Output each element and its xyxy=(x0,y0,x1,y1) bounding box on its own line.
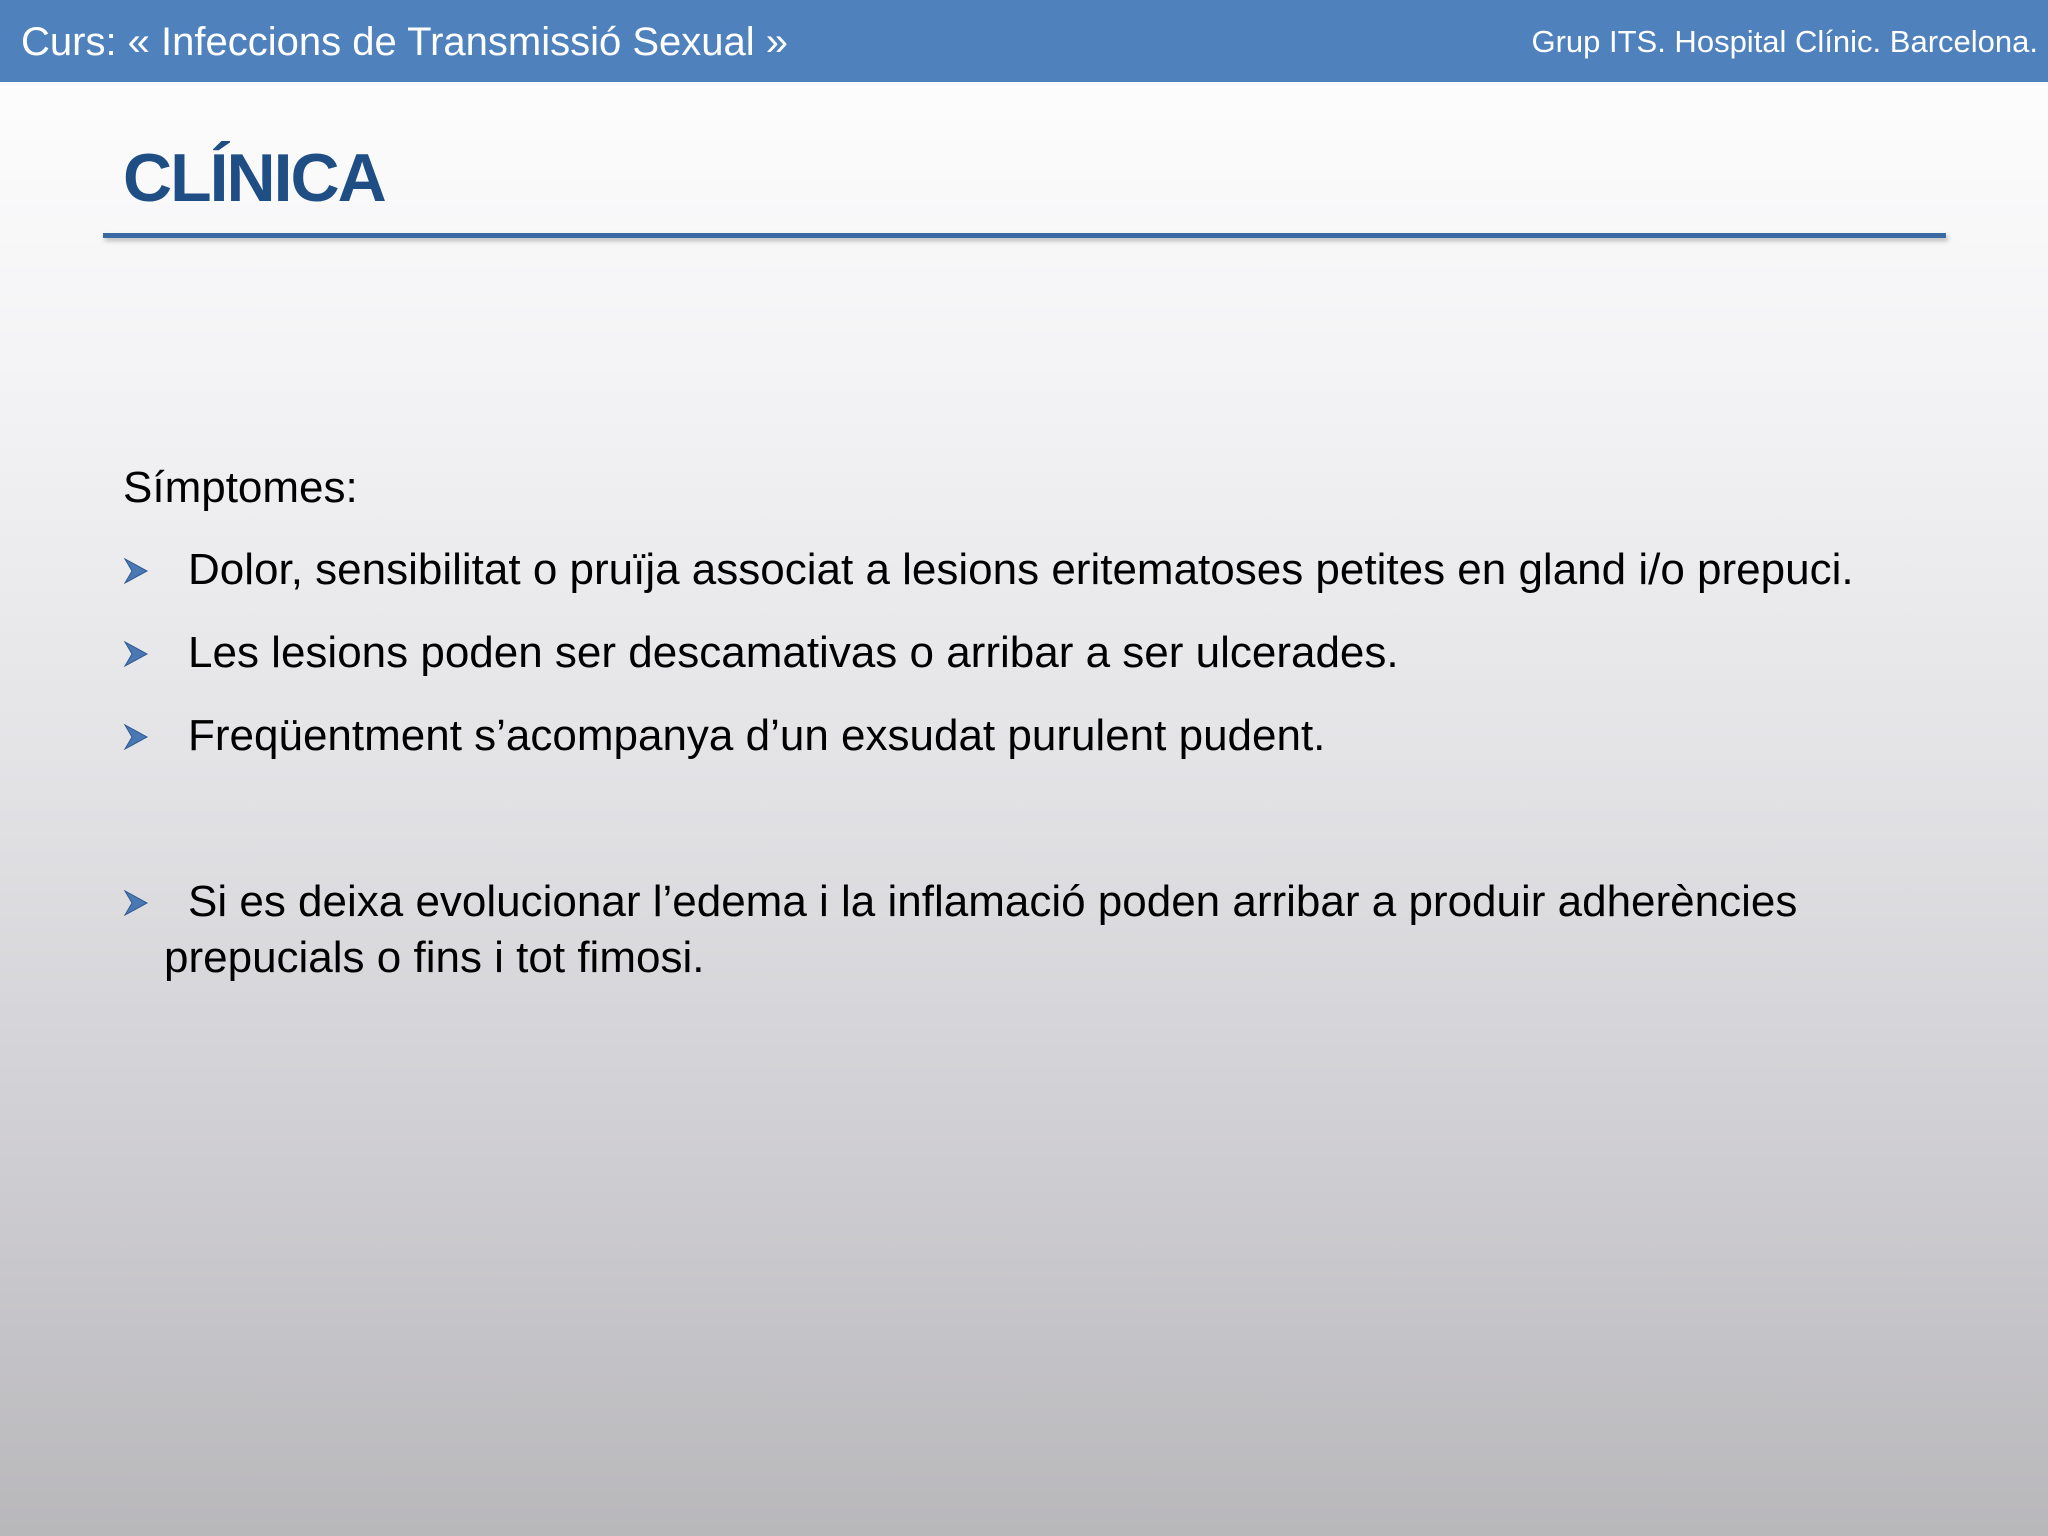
slide-content xyxy=(123,460,1943,1013)
bullet-text: Dolor, sensibilitat o pruïja associat a lesions eritematoses petites en gland i/o prepuci. xyxy=(188,545,1854,594)
header-bar xyxy=(0,0,2048,82)
arrow-bullet-icon xyxy=(123,556,149,586)
slide-title: CLÍNICA xyxy=(123,140,385,216)
bullet-text: Les lesions poden ser descamativas o arribar a ser ulcerades. xyxy=(188,628,1399,677)
title-divider xyxy=(103,233,1946,238)
bullet-text: Freqüentment s’acompanya d’un exsudat purulent pudent. xyxy=(188,711,1326,760)
bullet-text-continuation: prepucials o fins i tot fimosi. xyxy=(164,933,705,982)
symptom-list xyxy=(123,542,1943,986)
section-heading: Símptomes: xyxy=(123,463,358,512)
list-item xyxy=(123,708,1943,764)
list-item xyxy=(123,542,1943,598)
arrow-bullet-icon xyxy=(123,639,149,669)
arrow-bullet-icon xyxy=(123,888,149,918)
course-title: Curs: « Infeccions de Transmissió Sexual » xyxy=(21,20,789,64)
bullet-text: Si es deixa evolucionar l’edema i la inflamació poden arribar a produir adherències xyxy=(188,877,1798,926)
organization-name: Grup ITS. Hospital Clínic. Barcelona. xyxy=(1531,24,2038,59)
arrow-bullet-icon xyxy=(123,722,149,752)
list-item xyxy=(123,874,1943,986)
list-item xyxy=(123,625,1943,681)
